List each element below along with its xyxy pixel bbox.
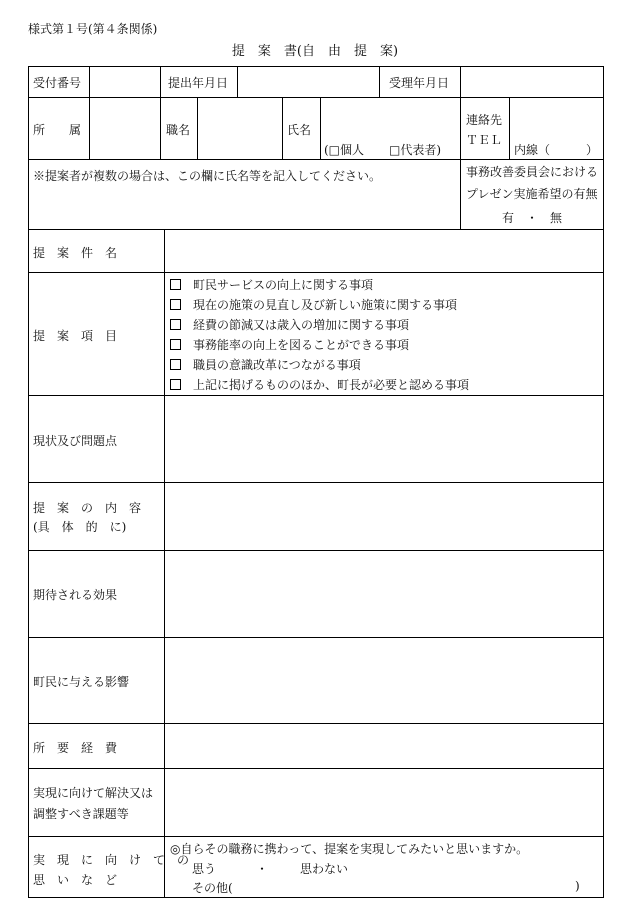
position-field[interactable] <box>198 98 281 158</box>
tasks-label-line2: 調整すべき課題等 <box>33 807 129 821</box>
thoughts-label-line2: 思 い な ど <box>33 873 118 887</box>
current-issues-label: 現状及び問題点 <box>33 434 118 448</box>
representative-option[interactable]: □代表者) <box>389 143 442 157</box>
proposal-content-field[interactable] <box>165 483 603 549</box>
presentation-choice[interactable]: 有 ・ 無 <box>502 211 563 225</box>
proposal-item[interactable]: 現在の施策の見直し及び新しい施策に関する事項 <box>170 295 469 315</box>
acceptance-date-label: 受理年月日 <box>389 76 450 90</box>
receipt-number-label: 受付番号 <box>33 76 82 90</box>
thoughts-no-option[interactable]: 思わない <box>300 862 349 876</box>
proposal-item[interactable]: 職員の意識改革につながる事項 <box>170 355 469 375</box>
receipt-number-field[interactable] <box>90 67 159 96</box>
name-field[interactable] <box>321 98 459 138</box>
extension-field[interactable]: 内線（ ） <box>514 143 599 157</box>
checkbox-icon[interactable] <box>170 359 181 370</box>
submission-date-field[interactable] <box>238 67 378 96</box>
checkbox-icon[interactable] <box>170 279 181 290</box>
name-label: 氏名 <box>287 123 312 137</box>
required-cost-label: 所 要 経 費 <box>33 741 118 755</box>
checkbox-icon[interactable] <box>170 339 181 350</box>
proposal-title-label: 提 案 件 名 <box>33 246 118 260</box>
tasks-label-line1: 実現に向けて解決又は <box>33 786 154 800</box>
citizen-impact-field[interactable] <box>165 638 603 722</box>
multiple-proposers-note: ※提案者が複数の場合は、この欄に氏名等を記入してください。 <box>33 169 382 183</box>
expected-effect-label: 期待される効果 <box>33 588 118 602</box>
proposal-title-field[interactable] <box>165 230 603 271</box>
proposal-content-label-line2: (具 体 的 に) <box>33 520 127 534</box>
submission-date-label: 提出年月日 <box>168 76 229 90</box>
thoughts-yes-option[interactable]: 思う <box>192 862 217 876</box>
affiliation-label: 所 属 <box>33 123 82 137</box>
required-cost-field[interactable] <box>165 724 603 767</box>
affiliation-field[interactable] <box>90 98 159 158</box>
checkbox-icon[interactable] <box>170 319 181 330</box>
checkbox-icon[interactable] <box>170 379 181 390</box>
current-issues-field[interactable] <box>165 396 603 481</box>
contact-label: 連絡先 <box>466 113 503 127</box>
position-label: 職名 <box>166 123 191 137</box>
proposal-item[interactable]: 町民サービスの向上に関する事項 <box>170 275 469 295</box>
proposal-item[interactable]: 上記に掲げるもののほか、町長が必要と認める事項 <box>170 375 469 395</box>
individual-option[interactable]: (□個人 <box>324 143 365 157</box>
page-title: 提 案 書(自 由 提 案) <box>231 44 399 59</box>
tasks-field[interactable] <box>165 769 603 835</box>
committee-label-line1: 事務改善委員会における <box>466 165 599 179</box>
citizen-impact-label: 町民に与える影響 <box>33 675 130 689</box>
proposal-item[interactable]: 経費の節減又は歳入の増加に関する事項 <box>170 315 469 335</box>
committee-label-line2: プレゼン実施希望の有無 <box>466 187 598 201</box>
thoughts-other-open: その他( <box>192 881 233 895</box>
thoughts-separator: ・ <box>256 862 269 876</box>
tel-label: ＴＥＬ <box>466 133 503 147</box>
checkbox-icon[interactable] <box>170 299 181 310</box>
acceptance-date-field[interactable] <box>461 67 603 96</box>
proposal-item[interactable]: 事務能率の向上を図ることができる事項 <box>170 335 469 355</box>
proposal-content-label-line1: 提 案 の 内 容 <box>33 501 142 515</box>
form-number: 様式第１号(第４条関係) <box>28 22 158 36</box>
multiple-proposers-field[interactable] <box>30 185 458 227</box>
expected-effect-field[interactable] <box>165 551 603 636</box>
thoughts-label-line1: 実 現 に 向 け て の <box>33 853 190 867</box>
proposal-items-label: 提 案 項 目 <box>33 329 118 343</box>
thoughts-other-field[interactable] <box>240 878 570 894</box>
thoughts-other-close: ) <box>575 879 580 893</box>
thoughts-question: ◎自らその職務に携わって、提案を実現してみたいと思いますか。 <box>170 842 529 856</box>
proposal-items-list <box>170 275 469 395</box>
